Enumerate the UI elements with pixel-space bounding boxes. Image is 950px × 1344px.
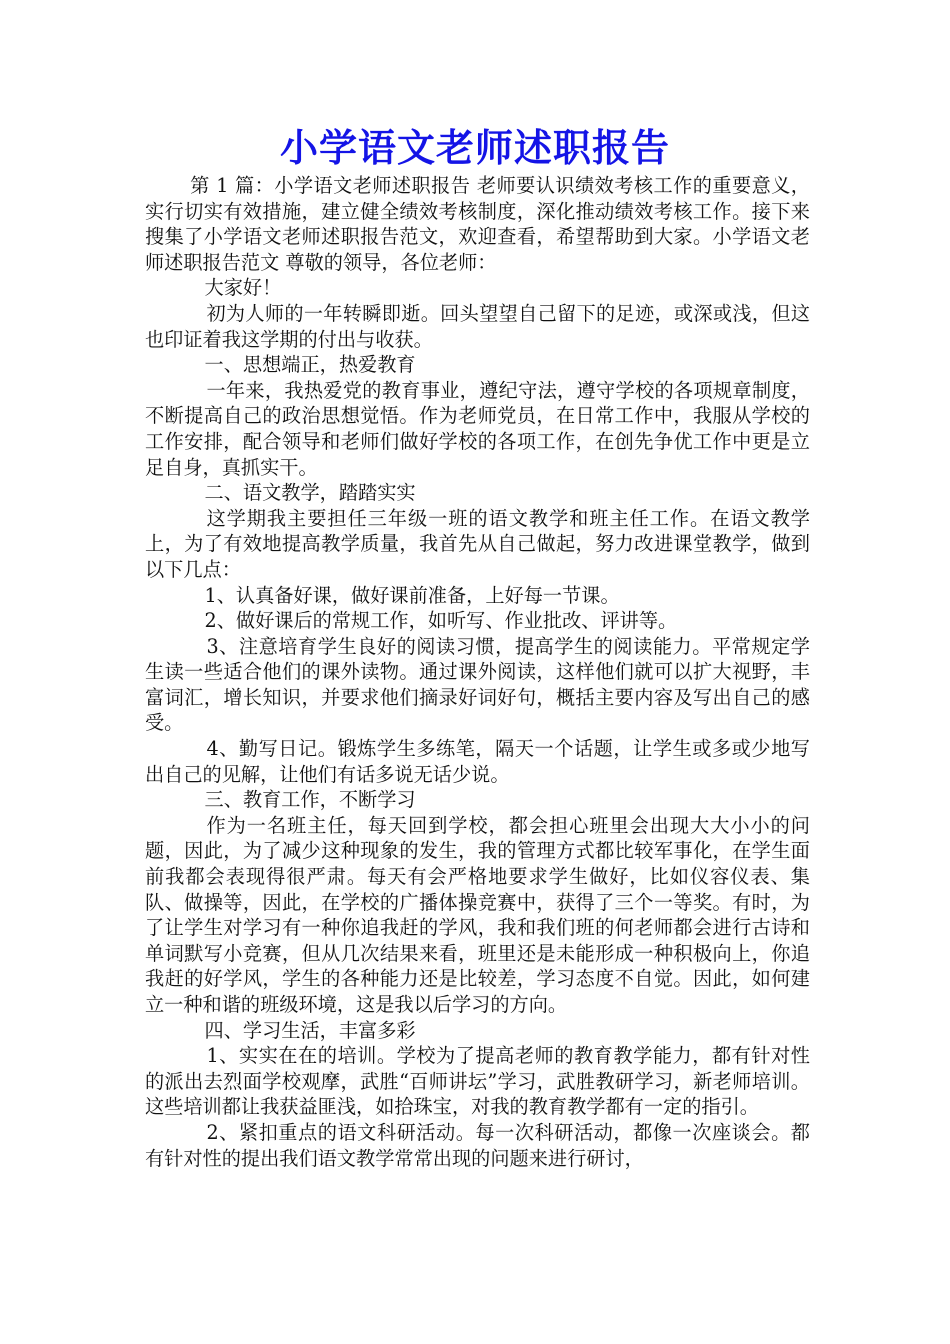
section-heading-3: 三、教育工作，不断学习 (204, 788, 416, 812)
list-item-training: 1、实实在在的培训。学校为了提高老师的教育教学能力，都有针对性的派出去烈面学校观摩，武胜“百师讲坛”学习，武胜教研学习，新老师培训。这些培训都让我获益匪浅，如拾珠宝，对我的教育教学都有一定的指引。 (145, 1044, 810, 1119)
list-item-research: 2、紧扣重点的语文科研活动。每一次科研活动，都像一次座谈会。都有针对性的提出我们语文教学常常出现的问题来进行研讨， (145, 1120, 810, 1170)
paragraph-section-1: 一年来，我热爱党的教育事业，遵纪守法，遵守学校的各项规章制度，不断提高自己的政治思想觉悟。作为老师党员，在日常工作中，我服从学校的工作安排，配合领导和老师们做好学校的各项工作，在创先争优工作中更是立足自身，真抓实干。 (145, 378, 810, 479)
section-heading-2: 二、语文教学，踏踏实实 (204, 481, 416, 505)
paragraph-section-3: 作为一名班主任，每天回到学校，都会担心班里会出现大大小小的问题，因此，为了减少这种现象的发生，我的管理方式都比较军事化，在学生面前我都会表现得很严肃。每天有会严格地要求学生做好，比如仪容仪表、集队、做操等，因此，在学校的广播体操竞赛中，获得了三个一等奖。有时，为了让学生对学习有一种你追我赶的学风，我和我们班的何老师都会进行古诗和单词默写小竞赛，但从几次结果来看，班里还是未能形成一种积极向上，你追我赶的好学风，学生的各种能力还是比较差，学习态度不自觉。因此，如何建立一种和谐的班级环境，这是我以后学习的方向。 (145, 813, 810, 1016)
document-title: 小学语文老师述职报告 (279, 125, 670, 170)
document-body (145, 173, 810, 1171)
section-heading-1: 一、思想端正，热爱教育 (204, 353, 416, 377)
list-item-2: 2、做好课后的常规工作，如听写、作业批改、评讲等。 (204, 609, 678, 633)
list-item-3: 3、注意培育学生良好的阅读习惯，提高学生的阅读能力。平常规定学生读一些适合他们的课外读物。通过课外阅读，这样他们就可以扩大视野，丰富词汇，增长知识，并要求他们摘录好词好句，概括主要内容及写出自己的感受。 (145, 634, 810, 735)
paragraph-intro: 第 1 篇：小学语文老师述职报告 老师要认识绩效考核工作的重要意义，实行切实有效措施，建立健全绩效考核制度，深化推动绩效考核工作。接下来搜集了小学语文老师述职报告范文，欢迎查看，希望帮助到大家。小学语文老师述职报告范文 尊敬的领导，各位老师： (145, 174, 810, 274)
list-item-4: 4、勤写日记。锻炼学生多练笔，隔天一个话题，让学生或多或少地写出自己的见解，让他们有话多说无话少说。 (145, 737, 810, 786)
section-heading-4: 四、学习生活，丰富多彩 (204, 1018, 416, 1042)
paragraph-greeting: 大家好！ (204, 276, 282, 300)
paragraph-section-2: 这学期我主要担任三年级一班的语文教学和班主任工作。在语文教学上，为了有效地提高教学质量，我首先从自己做起，努力改进课堂教学，做到以下几点： (145, 506, 810, 581)
list-item-1: 1、认真备好课，做好课前准备，上好每一节课。 (204, 583, 620, 607)
paragraph-opening: 初为人师的一年转瞬即逝。回头望望自己留下的足迹，或深或浅，但这也印证着我这学期的付出与收获。 (145, 301, 810, 351)
